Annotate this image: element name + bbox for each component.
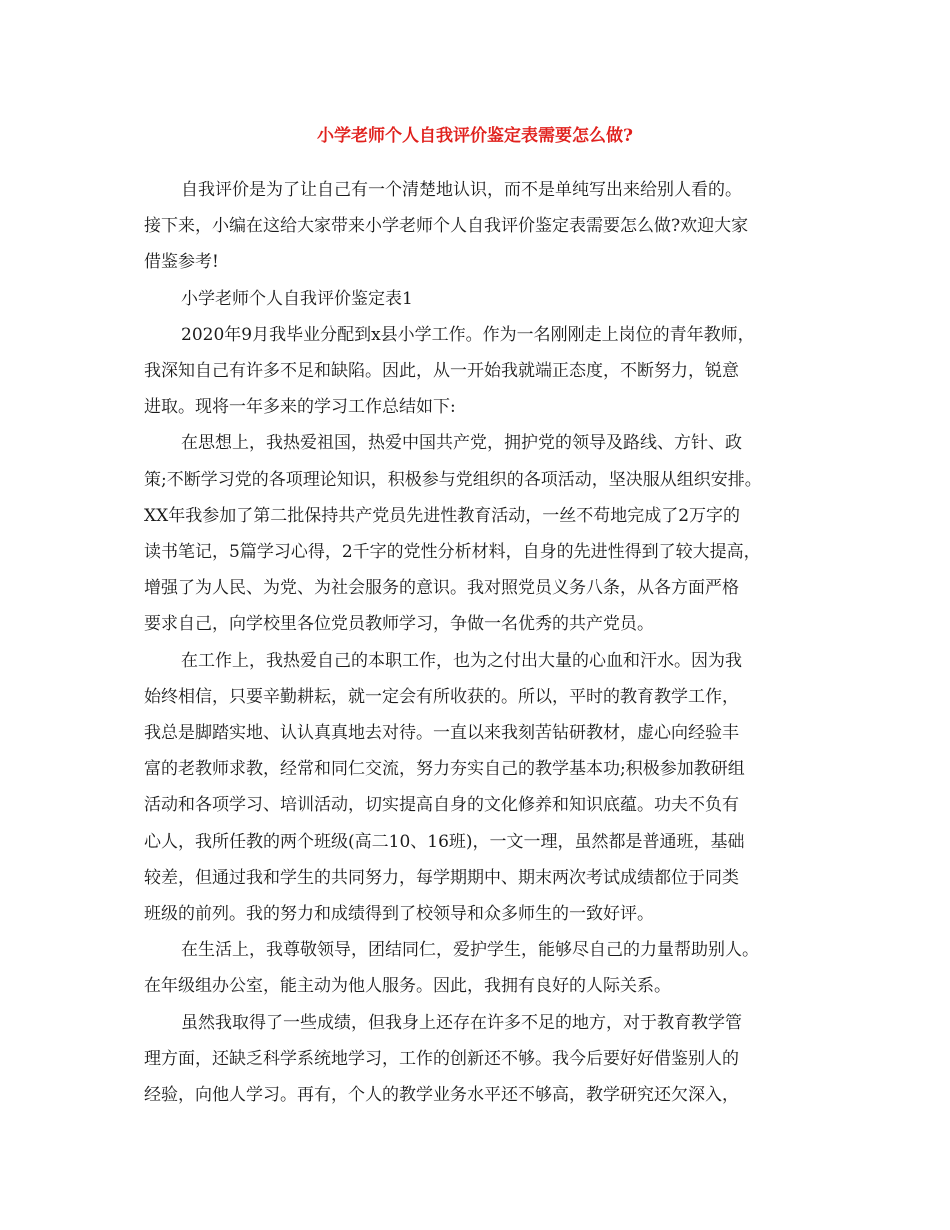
text-line: 在年级组办公室，能主动为他人服务。因此，我拥有良好的人际关系。	[144, 976, 671, 997]
text-line: 增强了为人民、为党、为社会服务的意识。我对照党员义务八条，从各方面严格	[144, 578, 739, 599]
text-line: XX年我参加了第二批保持共产党员先进性教育活动，一丝不苟地完成了2万字的	[144, 505, 741, 526]
text-line: 小学老师个人自我评价鉴定表1	[181, 288, 413, 309]
text-line: 我深知自己有许多不足和缺陷。因此，从一开始我就端正态度，不断努力，锐意	[144, 361, 739, 381]
text-line: 较差，但通过我和学生的共同努力，每学期期中、期末两次考试成绩都位于同类	[144, 867, 739, 888]
text-line: 在生活上，我尊敬领导，团结同仁，爱护学生，能够尽自己的力量帮助别人。	[181, 940, 759, 961]
document-title: 小学老师个人自我评价鉴定表需要怎么做?	[317, 126, 633, 146]
text-line: 我总是脚踏实地、认认真真地去对待。一直以来我刻苦钻研教材，虚心向经验丰	[144, 723, 739, 743]
text-line: 借鉴参考!	[144, 252, 219, 273]
text-line: 心人，我所任教的两个班级(高二10、16班)，一文一理，虽然都是普通班，基础	[144, 831, 745, 852]
text-line: 自我评价是为了让自己有一个清楚地认识，而不是单纯写出来给别人看的。	[181, 180, 742, 200]
text-line: 接下来，小编在这给大家带来小学老师个人自我评价鉴定表需要怎么做?欢迎大家	[144, 216, 749, 237]
text-line: 策;不断学习党的各项理论知识，积极参与党组织的各项活动，坚决服从组织安排。	[144, 469, 762, 490]
text-line: 读书笔记，5篇学习心得，2千字的党性分析材料，自身的先进性得到了较大提高，	[144, 542, 761, 562]
text-line: 班级的前列。我的努力和成绩得到了校领导和众多师生的一致好评。	[144, 904, 654, 924]
text-line: 2020年9月我毕业分配到x县小学工作。作为一名刚刚走上岗位的青年教师，	[181, 324, 755, 345]
text-line: 在思想上，我热爱祖国，热爱中国共产党，拥护党的领导及路线、方针、政	[181, 433, 742, 454]
text-line: 进取。现将一年多来的学习工作总结如下:	[144, 397, 456, 418]
text-line: 要求自己，向学校里各位党员教师学习，争做一名优秀的共产党员。	[144, 614, 654, 635]
text-line: 富的老教师求教，经常和同仁交流，努力夯实自己的教学基本功;积极参加教研组	[144, 759, 745, 780]
text-line: 虽然我取得了一些成绩，但我身上还存在许多不足的地方，对于教育教学管	[181, 1012, 742, 1033]
text-line: 在工作上，我热爱自己的本职工作，也为之付出大量的心血和汗水。因为我	[181, 650, 742, 671]
text-line: 经验，向他人学习。再有，个人的教学业务水平还不够高，教学研究还欠深入，	[144, 1085, 739, 1105]
text-line: 理方面，还缺乏科学系统地学习，工作的创新还不够。我今后要好好借鉴别人的	[144, 1048, 739, 1069]
text-line: 始终相信，只要辛勤耕耘，就一定会有所收获的。所以，平时的教育教学工作，	[144, 686, 739, 707]
text-line: 活动和各项学习、培训活动，切实提高自身的文化修养和知识底蕴。功夫不负有	[144, 795, 739, 816]
